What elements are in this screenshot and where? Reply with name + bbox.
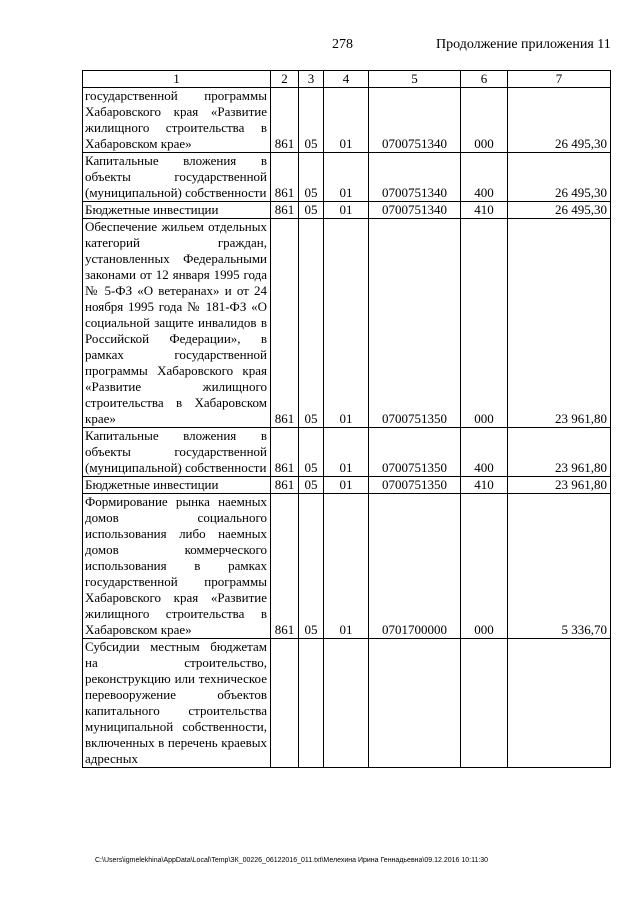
row-cell-2: 861 (271, 153, 299, 202)
row-cell-7 (508, 639, 611, 768)
continuation-label: Продолжение приложения 11 (436, 37, 611, 52)
row-description: Бюджетные инвестиции (83, 477, 271, 494)
row-cell-4: 01 (324, 494, 369, 639)
row-cell-6: 000 (461, 88, 508, 153)
table-row (83, 202, 611, 219)
row-cell-5: 0700751340 (369, 202, 461, 219)
table-row (83, 639, 611, 768)
row-cell-2: 861 (271, 219, 299, 428)
row-cell-6: 410 (461, 477, 508, 494)
table-row (83, 153, 611, 202)
row-cell-4: 01 (324, 219, 369, 428)
column-header: 3 (299, 71, 324, 88)
row-description: Бюджетные инвестиции (83, 202, 271, 219)
row-cell-2: 861 (271, 494, 299, 639)
row-cell-2: 861 (271, 428, 299, 477)
row-cell-5: 0701700000 (369, 494, 461, 639)
column-header: 4 (324, 71, 369, 88)
row-cell-2: 861 (271, 88, 299, 153)
row-cell-3: 05 (299, 219, 324, 428)
row-cell-7: 23 961,80 (508, 428, 611, 477)
row-cell-5: 0700751340 (369, 88, 461, 153)
table-row (83, 88, 611, 153)
row-cell-7: 26 495,30 (508, 153, 611, 202)
file-path-footer: C:\Users\igmelekhina\AppData\Local\Temp\ЗК_00226_06122016_011.txt\Мелехина Ирина Геннадьевна\09.12.2016 10:11:30 (95, 857, 489, 864)
budget-table (82, 70, 611, 768)
row-cell-4: 01 (324, 202, 369, 219)
row-cell-6 (461, 639, 508, 768)
column-header: 5 (369, 71, 461, 88)
row-cell-6: 400 (461, 428, 508, 477)
table-row (83, 477, 611, 494)
row-cell-5: 0700751340 (369, 153, 461, 202)
table-row (83, 219, 611, 428)
table-row (83, 428, 611, 477)
row-cell-3: 05 (299, 477, 324, 494)
row-cell-6: 000 (461, 494, 508, 639)
column-header: 2 (271, 71, 299, 88)
row-cell-4: 01 (324, 88, 369, 153)
row-cell-7: 26 495,30 (508, 88, 611, 153)
row-cell-7: 26 495,30 (508, 202, 611, 219)
row-cell-7: 23 961,80 (508, 477, 611, 494)
column-header: 7 (508, 71, 611, 88)
row-cell-4: 01 (324, 153, 369, 202)
row-cell-3: 05 (299, 88, 324, 153)
row-cell-6: 400 (461, 153, 508, 202)
row-description: Обеспечение жильем отдельных категорий граждан, установленных Федеральными законами от 12 января 1995 года № 5-ФЗ «О ветеранах» и от 24 ноября 1995 года № 181-ФЗ «О социальной защите инвалидов в Российской Федерации», в рамках государственной программы Хабаровского края «Развитие жилищного строительства в Хабаровском крае» (83, 219, 271, 428)
row-description: Капитальные вложения в объекты государственной (муниципальной) собственности (83, 428, 271, 477)
row-cell-7: 23 961,80 (508, 219, 611, 428)
row-cell-5: 0700751350 (369, 219, 461, 428)
row-cell-2 (271, 639, 299, 768)
row-description: Капитальные вложения в объекты государственной (муниципальной) собственности (83, 153, 271, 202)
row-cell-4: 01 (324, 477, 369, 494)
row-cell-3 (299, 639, 324, 768)
row-cell-3: 05 (299, 153, 324, 202)
column-header: 1 (83, 71, 271, 88)
column-header: 6 (461, 71, 508, 88)
page-number: 278 (332, 37, 353, 52)
row-cell-5: 0700751350 (369, 428, 461, 477)
row-cell-4 (324, 639, 369, 768)
row-cell-2: 861 (271, 477, 299, 494)
table-row (83, 494, 611, 639)
row-cell-7: 5 336,70 (508, 494, 611, 639)
row-cell-5: 0700751350 (369, 477, 461, 494)
row-cell-6: 000 (461, 219, 508, 428)
row-description: Формирование рынка наемных домов социального использования либо наемных домов коммерческого использования в рамках государственной программы Хабаровского края «Развитие жилищного строительства в Хабаровском крае» (83, 494, 271, 639)
row-description: Субсидии местным бюджетам на строительство, реконструкцию или техническое перевооружение объектов капитального строительства муниципальной собственности, включенных в перечень краевых адресных (83, 639, 271, 768)
row-description: государственной программы Хабаровского края «Развитие жилищного строительства в Хабаровском крае» (83, 88, 271, 153)
row-cell-3: 05 (299, 428, 324, 477)
row-cell-3: 05 (299, 202, 324, 219)
row-cell-3: 05 (299, 494, 324, 639)
row-cell-2: 861 (271, 202, 299, 219)
row-cell-4: 01 (324, 428, 369, 477)
column-header-row (83, 71, 611, 88)
row-cell-5 (369, 639, 461, 768)
row-cell-6: 410 (461, 202, 508, 219)
